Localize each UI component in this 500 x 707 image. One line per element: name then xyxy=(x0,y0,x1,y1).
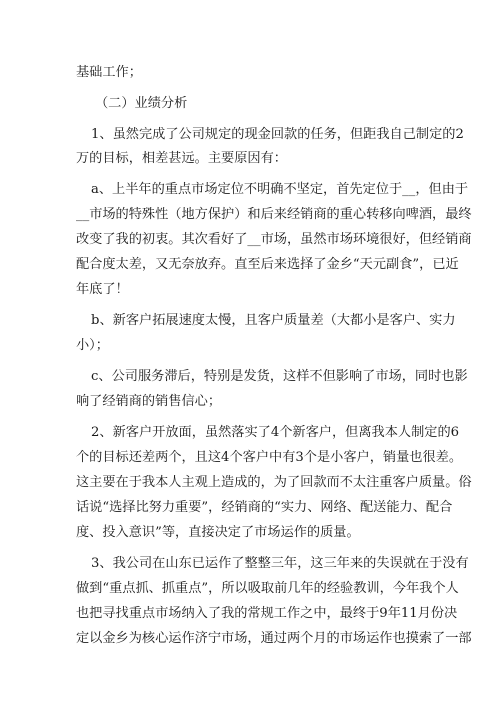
paragraph-line: 话说“选择比努力重要”，经销商的“实力、网络、配送能力、配合 xyxy=(76,500,453,515)
paragraph-line: 2、新客户开放面，虽然落实了4个新客户，但离我本人制定的6 xyxy=(91,425,460,440)
paragraph-line: 改变了我的初衷。其次看好了__市场，虽然市场环境很好，但经销商 xyxy=(76,232,472,247)
paragraph-line: 这主要在于我本人主观上造成的，为了回款而不太注重客户质量。俗 xyxy=(76,475,472,490)
paragraph-line: 小）； xyxy=(76,338,109,353)
paragraph-line: 也把寻找重点市场纳入了我的常规工作之中，最终于9年11月份决 xyxy=(76,606,458,621)
paragraph-line: __市场的特殊性（地方保护）和后来经销商的重心转移向啤酒，最终 xyxy=(76,207,472,222)
paragraph-line: 3、我公司在山东已运作了整整三年，这三年来的失误就在于没有 xyxy=(91,556,469,571)
paragraph-line: 年底了！ xyxy=(76,282,129,297)
paragraph-line: 基础工作； xyxy=(76,65,142,80)
paragraph-line: 做到“重点抓、抓重点”，所以吸取前几年的经验教训，今年我个人 xyxy=(76,581,459,596)
paragraph-line: 响了经销商的销售信心； xyxy=(76,394,222,409)
paragraph-line: 万的目标，相差甚远。主要原因有： xyxy=(76,151,287,166)
paragraph-line: 定以金乡为核心运作济宁市场，通过两个月的市场运作也摸索了一部 xyxy=(76,631,472,646)
document-page xyxy=(76,0,472,707)
paragraph-line: a、上半年的重点市场定位不明确不坚定，首先定位于__，但由于 xyxy=(91,182,469,197)
paragraph-line: 1、虽然完成了公司规定的现金回款的任务，但距我自己制定的2 xyxy=(91,127,464,142)
paragraph-line: 个的目标还差两个，且这4个客户中有3个是小客户，销量也很差。 xyxy=(76,450,463,465)
paragraph-line: 度、投入意识”等，直接决定了市场运作的质量。 xyxy=(76,525,360,540)
paragraph-line: 配合度太差，又无奈放弃。直至后来选择了金乡“天元副食”，已近 xyxy=(76,257,459,272)
paragraph-line: c、公司服务滞后，特别是发货，这样不但影响了市场，同时也影 xyxy=(91,369,468,384)
section-heading: （二）业绩分析 xyxy=(95,96,188,111)
paragraph-line: b、新客户拓展速度太慢，且客户质量差（大都小是客户、实力 xyxy=(91,313,456,328)
